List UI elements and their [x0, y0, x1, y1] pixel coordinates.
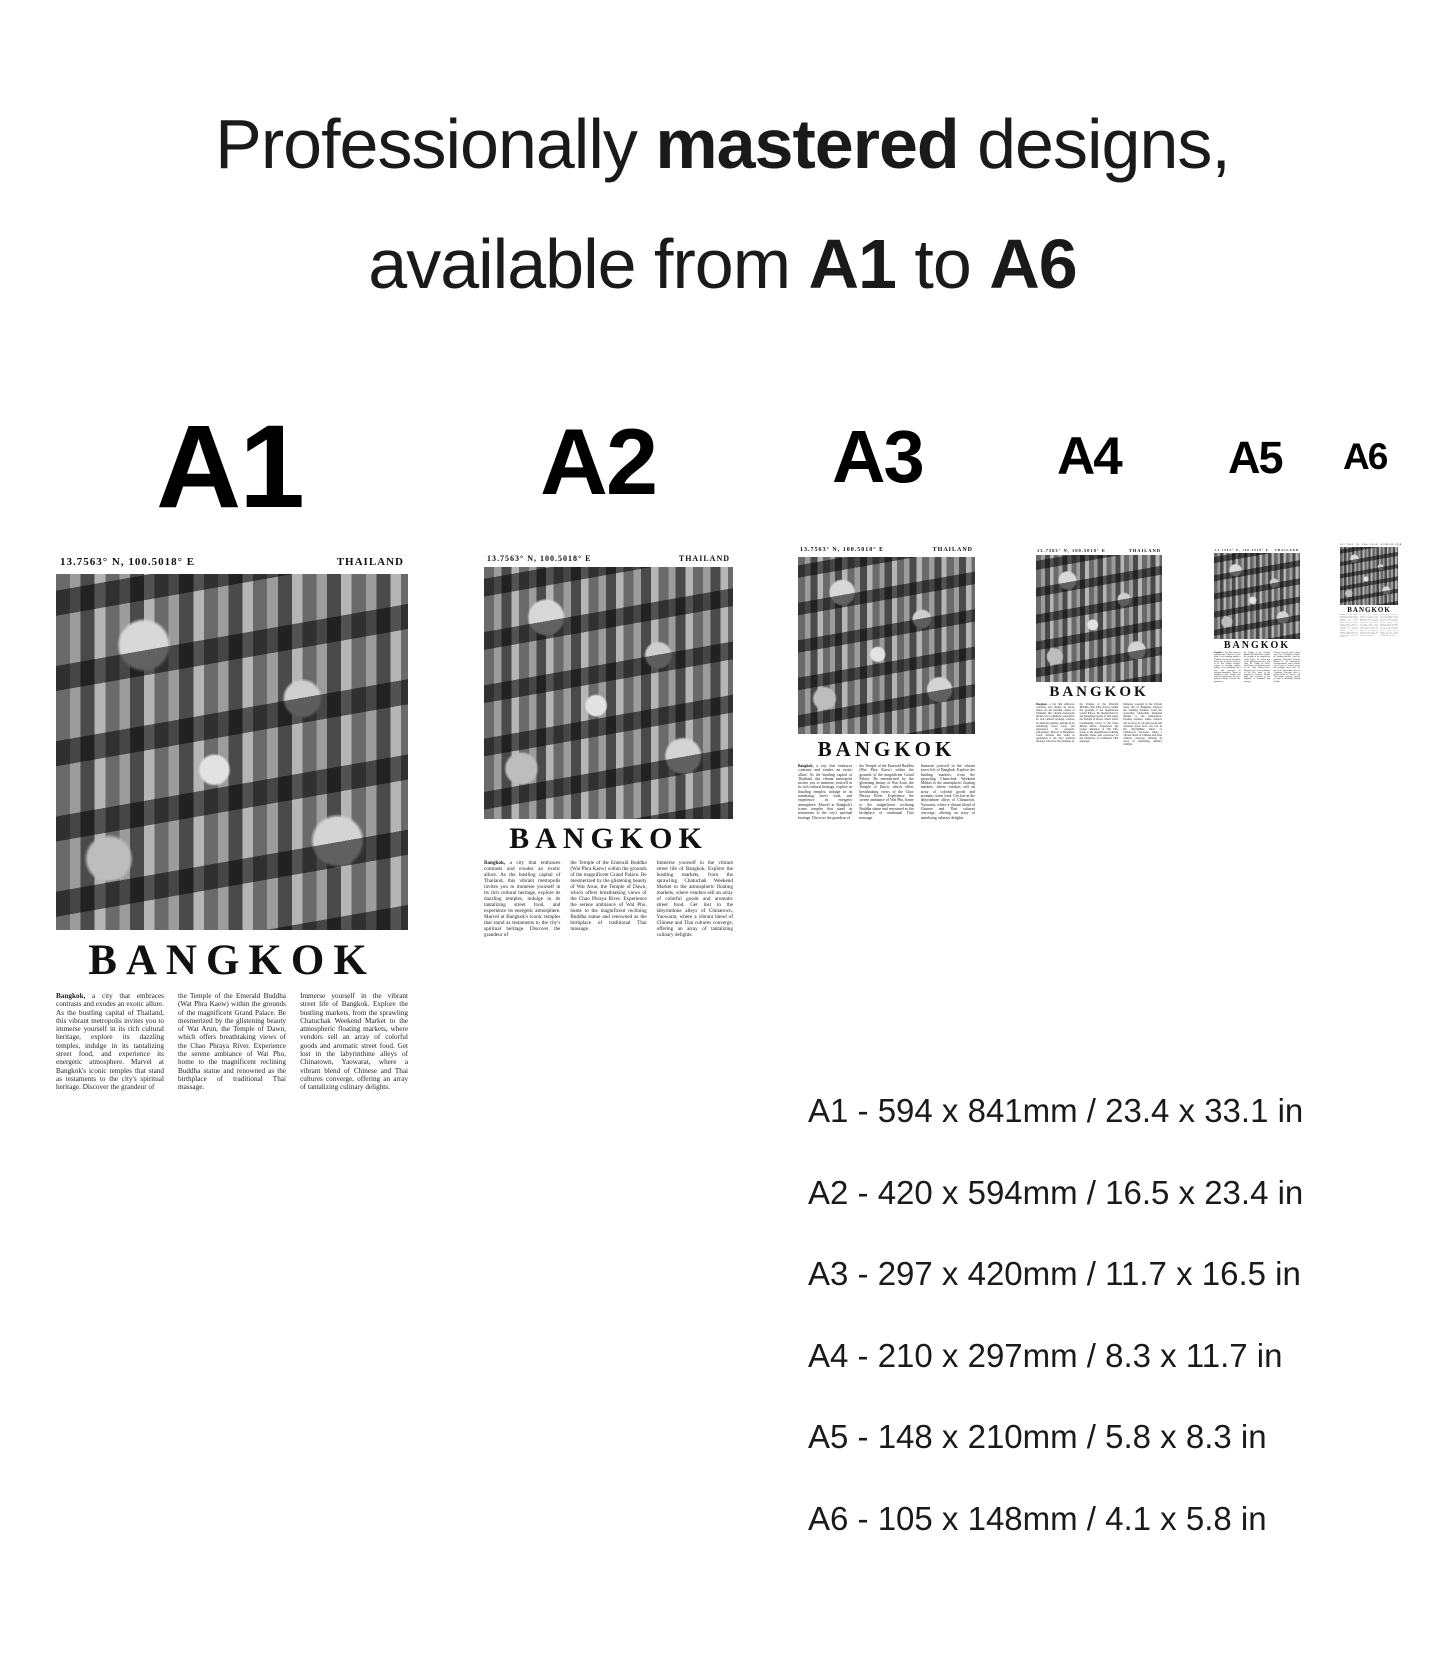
- body-column-2: the Temple of the Emerald Buddha (Wat Phra Kaew) within the grounds of the magnificent Grand Palace. Be mesmerized by the glistening beauty of Wat Arun, the Temple of Dawn, which offers breathtaking views of the Chao Phraya River. Experience the serene ambiance of Wat Pho, home to the magnificent reclining Buddha statue and renowned as the birthplace of traditional Thai massage.: [1079, 703, 1119, 744]
- poster-body-text: [56, 992, 409, 1092]
- country-label: THAILAND: [336, 556, 404, 568]
- poster-a5: [1214, 548, 1300, 683]
- coordinates-label: 13.7563° N, 100.5018° E: [60, 556, 196, 568]
- headline-text: available from: [368, 225, 809, 303]
- size-spec-a4: A4 - 210 x 297mm / 8.3 x 11.7 in: [808, 1337, 1283, 1374]
- headline-line-1: [0, 104, 1445, 184]
- floating-market-photo: [484, 567, 733, 819]
- size-label-a2: A2: [540, 409, 657, 514]
- poster-meta: [1214, 548, 1300, 552]
- country-label: THAILAND: [1274, 548, 1299, 552]
- poster-meta: [798, 547, 975, 555]
- body-text: a city that embraces contrasts and exudes an exotic allure. As the bustling capital of Thailand, this vibrant metropolis invites you to immerse yourself in its rich cultural heritage, explore its dazzling temples, indulge in its tantalizing street food, and experience its energetic atmosphere. Marvel at Bangkok's iconic temples that stand as testaments to the city's spiritual heritage. Discover the grandeur of: [1214, 652, 1241, 683]
- poster-body-text: [484, 860, 733, 938]
- body-text: a city that embraces contrasts and exudes an exotic allure. As the bustling capital of Thailand, this vibrant metropolis invites you to immerse yourself in its rich cultural heritage, explore its dazzling temples, indulge in its tantalizing street food, and experience its energetic atmosphere. Marvel at Bangkok's iconic temples that stand as testaments to the city's spiritual heritage. Discover the grandeur of: [1340, 615, 1358, 639]
- body-column-1: [1340, 615, 1358, 639]
- body-text: a city that embraces contrasts and exudes an exotic allure. As the bustling capital of Thailand, this vibrant metropolis invites you to immerse yourself in its rich cultural heritage, explore its dazzling temples, indulge in its tantalizing street food, and experience its energetic atmosphere. Marvel at Bangkok's iconic temples that stand as testaments to the city's spiritual heritage. Discover the grandeur of: [56, 992, 164, 1092]
- body-text: a city that embraces contrasts and exudes an exotic allure. As the bustling capital of Thailand, this vibrant metropolis invites you to immerse yourself in its rich cultural heritage, explore its dazzling temples, indulge in its tantalizing street food, and experience its energetic atmosphere. Marvel at Bangkok's iconic temples that stand as testaments to the city's spiritual heritage. Discover the grandeur of: [798, 764, 853, 820]
- size-label-a3: A3: [832, 415, 923, 498]
- body-column-2: the Temple of the Emerald Buddha (Wat Phra Kaew) within the grounds of the magnificent Grand Palace. Be mesmerized by the glistening beauty of Wat Arun, the Temple of Dawn, which offers breathtaking views of the Chao Phraya River. Experience the serene ambiance of Wat Pho, home to the magnificent reclining Buddha statue and renowned as the birthplace of traditional Thai massage.: [570, 860, 647, 932]
- size-label-a4: A4: [1057, 427, 1121, 486]
- size-spec-a5: A5 - 148 x 210mm / 5.8 x 8.3 in: [808, 1418, 1267, 1455]
- body-column-3: Immerse yourself in the vibrant street life of Bangkok. Explore the bustling markets, from the sprawling Chatuchak Weekend Market to the atmospheric floating markets, where vendors sell an array of colorful goods and aromatic street food. Get lost in the labyrinthine alleys of Chinatown, Yaowarat, where a vibrant blend of Chinese and Thai cultures converge, offering an array of tantalizing culinary delights.: [656, 860, 733, 938]
- headline-emphasis: A6: [989, 225, 1077, 303]
- body-lead: Bangkok,: [56, 992, 86, 1000]
- poster-a4: [1036, 548, 1162, 747]
- body-column-1: [484, 860, 561, 938]
- body-column-3: Immerse yourself in the vibrant street life of Bangkok. Explore the bustling markets, from the sprawling Chatuchak Weekend Market to the atmospheric floating markets, where vendors sell an array of colorful goods and aromatic street food. Get lost in the labyrinthine alleys of Chinatown, Yaowarat, where a vibrant blend of Chinese and Thai cultures converge, offering an array of tantalizing culinary delights.: [1273, 652, 1300, 683]
- coordinates-label: 13.7563° N, 100.5018° E: [1215, 548, 1269, 552]
- city-title: BANGKOK: [88, 937, 376, 984]
- floating-market-photo: [798, 557, 975, 734]
- headline-text: to: [895, 225, 990, 303]
- size-spec-a3: A3 - 297 x 420mm / 11.7 x 16.5 in: [808, 1255, 1301, 1292]
- city-title: BANGKOK: [1347, 606, 1391, 614]
- poster-meta: [1036, 548, 1162, 554]
- body-column-3: Immerse yourself in the vibrant street life of Bangkok. Explore the bustling markets, from the sprawling Chatuchak Weekend Market to the atmospheric floating markets, where vendors sell an array of colorful goods and aromatic street food. Get lost in the labyrinthine alleys of Chinatown, Yaowarat, where a vibrant blend of Chinese and Thai cultures converge, offering an array of tantalizing culinary delights.: [300, 992, 409, 1092]
- body-column-1: [56, 992, 164, 1092]
- country-label: THAILAND: [678, 554, 730, 563]
- coordinates-label: 13.7563° N, 100.5018° E: [1037, 548, 1106, 553]
- body-column-2: the Temple of the Emerald Buddha (Wat Phra Kaew) within the grounds of the magnificent Grand Palace. Be mesmerized by the glistening beauty of Wat Arun, the Temple of Dawn, which offers breathtaking views of the Chao Phraya River. Experience the serene ambiance of Wat Pho, home to the magnificent reclining Buddha statue and renowned as the birthplace of traditional Thai massage.: [1360, 615, 1378, 637]
- size-spec-a6: A6 - 105 x 148mm / 4.1 x 5.8 in: [808, 1500, 1267, 1537]
- body-lead: Bangkok,: [484, 860, 506, 866]
- body-column-3: Immerse yourself in the vibrant street life of Bangkok. Explore the bustling markets, from the sprawling Chatuchak Weekend Market to the atmospheric floating markets, where vendors sell an array of colorful goods and aromatic street food. Get lost in the labyrinthine alleys of Chinatown, Yaowarat, where a vibrant blend of Chinese and Thai cultures converge, offering an array of tantalizing culinary delights.: [1380, 615, 1399, 637]
- size-label-a1: A1: [156, 401, 303, 533]
- poster-a2: [484, 554, 733, 938]
- poster-a1: [56, 556, 409, 1092]
- country-label: THAILAND: [932, 547, 973, 553]
- floating-market-photo: [56, 574, 408, 930]
- size-spec-a2: A2 - 420 x 594mm / 16.5 x 23.4 in: [808, 1174, 1304, 1211]
- poster-body-text: [1036, 703, 1162, 747]
- coordinates-label: 13.7563° N, 100.5018° E: [800, 547, 885, 553]
- body-column-2: the Temple of the Emerald Buddha (Wat Phra Kaew) within the grounds of the magnificent Grand Palace. Be mesmerized by the glistening beauty of Wat Arun, the Temple of Dawn, which offers breathtaking views of the Chao Phraya River. Experience the serene ambiance of Wat Pho, home to the magnificent reclining Buddha statue and renowned as the birthplace of traditional Thai massage.: [1243, 652, 1271, 683]
- poster-a3: [798, 547, 975, 820]
- size-label-a5: A5: [1228, 432, 1282, 483]
- body-column-2: the Temple of the Emerald Buddha (Wat Phra Kaew) within the grounds of the magnificent Grand Palace. Be mesmerized by the glistening beauty of Wat Arun, the Temple of Dawn, which offers breathtaking views of the Chao Phraya River. Experience the serene ambiance of Wat Pho, home to the magnificent reclining Buddha statue and renowned as the birthplace of traditional Thai massage.: [178, 992, 286, 1092]
- size-spec-a1: A1 - 594 x 841mm / 23.4 x 33.1 in: [808, 1092, 1304, 1129]
- headline-line-2: [0, 224, 1445, 304]
- city-title: BANGKOK: [1049, 684, 1149, 700]
- body-lead: Bangkok,: [1214, 652, 1223, 654]
- coordinates-label: 13.7563° N, 100.5018° E: [487, 554, 592, 563]
- poster-body-text: [1340, 615, 1399, 639]
- body-column-1: [1214, 652, 1241, 683]
- country-label: THAILAND: [1128, 548, 1161, 553]
- body-lead: Bangkok,: [1340, 615, 1346, 616]
- headline-text: designs,: [958, 105, 1230, 183]
- city-title: BANGKOK: [509, 822, 708, 855]
- body-column-3: Immerse yourself in the vibrant street life of Bangkok. Explore the bustling markets, from the sprawling Chatuchak Weekend Market to the atmospheric floating markets, where vendors sell an array of colorful goods and aromatic street food. Get lost in the labyrinthine alleys of Chinatown, Yaowarat, where a vibrant blend of Chinese and Thai cultures converge, offering an array of tantalizing culinary delights.: [920, 764, 975, 820]
- floating-market-photo: [1340, 547, 1398, 605]
- poster-meta: [484, 554, 733, 565]
- headline-emphasis: mastered: [655, 105, 959, 183]
- body-column-1: [1036, 703, 1075, 744]
- headline-text: Professionally: [215, 105, 656, 183]
- coordinates-label: 13.7563° N, 100.5018° E: [1340, 544, 1384, 546]
- floating-market-photo: [1036, 555, 1162, 682]
- body-column-2: the Temple of the Emerald Buddha (Wat Phra Kaew) within the grounds of the magnificent Grand Palace. Be mesmerized by the glistening beauty of Wat Arun, the Temple of Dawn, which offers breathtaking views of the Chao Phraya River. Experience the serene ambiance of Wat Pho, home to the magnificent reclining Buddha statue and renowned as the birthplace of traditional Thai massage.: [859, 764, 914, 820]
- poster-body-text: [1214, 652, 1300, 683]
- body-column-3: Immerse yourself in the vibrant street life of Bangkok. Explore the bustling markets, from the sprawling Chatuchak Weekend Market to the atmospheric floating markets, where vendors sell an array of colorful goods and aromatic street food. Get lost in the labyrinthine alleys of Chinatown, Yaowarat, where a vibrant blend of Chinese and Thai cultures converge, offering an array of tantalizing culinary delights.: [1123, 703, 1162, 747]
- city-title: BANGKOK: [817, 737, 956, 761]
- body-lead: Bangkok,: [1036, 703, 1048, 706]
- headline-emphasis: A1: [808, 225, 896, 303]
- floating-market-photo: [1214, 553, 1300, 639]
- body-text: a city that embraces contrasts and exudes an exotic allure. As the bustling capital of Thailand, this vibrant metropolis invites you to immerse yourself in its rich cultural heritage, explore its dazzling temples, indulge in its tantalizing street food, and experience its energetic atmosphere. Marvel at Bangkok's iconic temples that stand as testaments to the city's spiritual heritage. Discover the grandeur of: [484, 860, 561, 938]
- poster-a6: [1340, 544, 1403, 639]
- poster-body-text: [798, 764, 975, 820]
- body-lead: Bangkok,: [798, 764, 814, 768]
- body-text: a city that embraces contrasts and exudes an exotic allure. As the bustling capital of Thailand, this vibrant metropolis invites you to immerse yourself in its rich cultural heritage, explore its dazzling temples, indulge in its tantalizing street food, and experience its energetic atmosphere. Marvel at Bangkok's iconic temples that stand as testaments to the city's spiritual heritage. Discover the grandeur of: [1036, 703, 1075, 744]
- body-column-1: [798, 764, 853, 820]
- city-title: BANGKOK: [1223, 640, 1291, 651]
- poster-meta: [56, 556, 408, 570]
- size-label-a6: A6: [1343, 436, 1387, 477]
- country-label: THAILAND: [1383, 544, 1403, 546]
